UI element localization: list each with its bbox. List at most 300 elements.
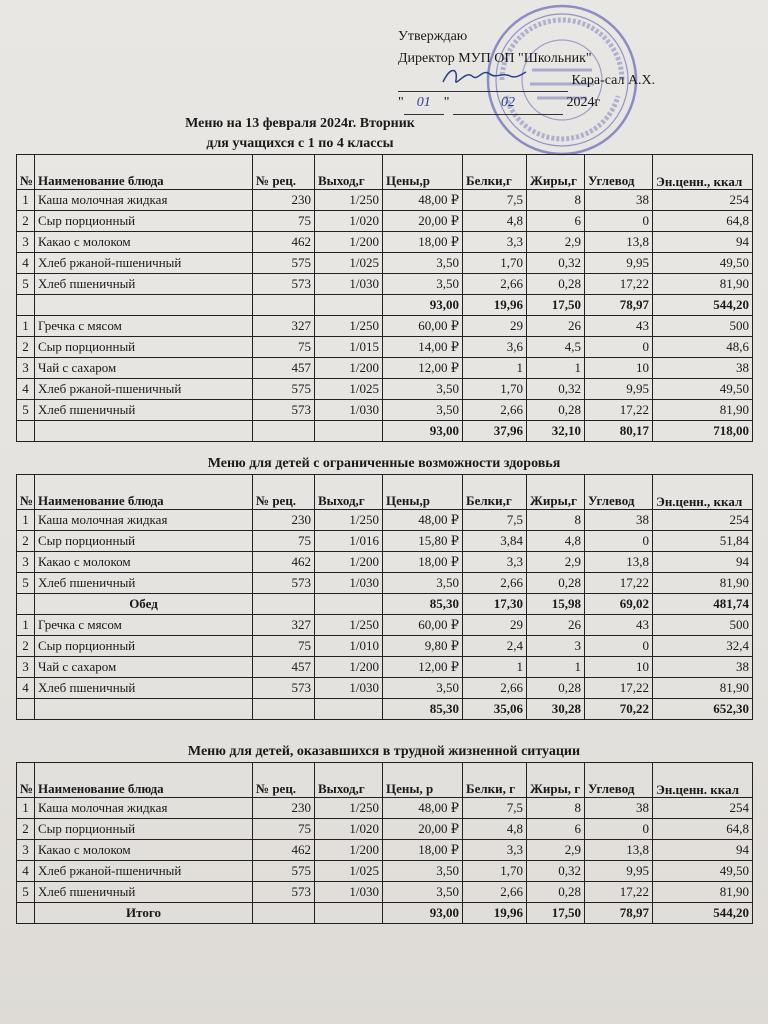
column-header-fat: Жиры,г xyxy=(527,475,585,510)
table-row xyxy=(17,573,753,594)
column-header-carbs: Углевод xyxy=(585,155,653,190)
menu-subtitle: для учащихся с 1 по 4 классы xyxy=(206,136,394,151)
cell-recipe xyxy=(253,699,315,720)
table-row xyxy=(17,840,753,861)
column-header-energy: Эн.ценн., ккал xyxy=(653,155,753,190)
cell-num: 4 xyxy=(17,861,35,882)
cell-energy: 49,50 xyxy=(653,861,753,882)
cell-protein: 3,3 xyxy=(463,552,527,573)
cell-fat: 0,32 xyxy=(527,379,585,400)
cell-num: 5 xyxy=(17,400,35,421)
menu-table-disabilities xyxy=(16,474,753,720)
cell-fat: 17,50 xyxy=(527,295,585,316)
table-row xyxy=(17,190,753,211)
cell-fat: 26 xyxy=(527,615,585,636)
cell-price: 85,30 xyxy=(383,594,463,615)
cell-recipe: 75 xyxy=(253,531,315,552)
cell-num: 1 xyxy=(17,510,35,531)
cell-portion: 1/020 xyxy=(315,819,383,840)
cell-portion: 1/030 xyxy=(315,678,383,699)
column-header-energy: Эн.ценн., ккал xyxy=(653,475,753,510)
cell-fat: 6 xyxy=(527,819,585,840)
cell-dish: Каша молочная жидкая xyxy=(35,190,253,211)
table-row xyxy=(17,253,753,274)
cell-portion: 1/030 xyxy=(315,400,383,421)
table-row xyxy=(17,531,753,552)
cell-fat: 1 xyxy=(527,657,585,678)
cell-price: 93,00 xyxy=(383,295,463,316)
column-header-fat: Жиры, г xyxy=(527,763,585,798)
cell-portion: 1/030 xyxy=(315,573,383,594)
cell-num: 5 xyxy=(17,573,35,594)
cell-portion: 1/016 xyxy=(315,531,383,552)
cell-price: 18,00 ₽ xyxy=(383,552,463,573)
date-quote-open: " xyxy=(398,95,404,110)
cell-energy: 49,50 xyxy=(653,253,753,274)
cell-dish: Хлеб пшеничный xyxy=(35,274,253,295)
cell-fat: 17,50 xyxy=(527,903,585,924)
cell-carbs: 38 xyxy=(585,510,653,531)
cell-energy: 81,90 xyxy=(653,400,753,421)
cell-num: 4 xyxy=(17,253,35,274)
cell-num: 1 xyxy=(17,615,35,636)
cell-dish: Сыр порционный xyxy=(35,211,253,232)
cell-dish: Хлеб пшеничный xyxy=(35,573,253,594)
cell-recipe: 573 xyxy=(253,400,315,421)
column-header-carbs: Углевод xyxy=(585,763,653,798)
column-header-recipe: № рец. xyxy=(253,155,315,190)
cell-energy: 254 xyxy=(653,190,753,211)
cell-num: 2 xyxy=(17,531,35,552)
cell-protein: 1,70 xyxy=(463,253,527,274)
cell-num: 2 xyxy=(17,337,35,358)
cell-portion xyxy=(315,295,383,316)
cell-energy: 81,90 xyxy=(653,573,753,594)
column-header-energy: Эн.ценн. ккал xyxy=(653,763,753,798)
cell-recipe: 327 xyxy=(253,316,315,337)
menu-table-grades-1-4 xyxy=(16,154,753,442)
cell-protein: 29 xyxy=(463,615,527,636)
cell-recipe: 575 xyxy=(253,379,315,400)
cell-num xyxy=(17,421,35,442)
cell-energy: 481,74 xyxy=(653,594,753,615)
cell-energy: 500 xyxy=(653,615,753,636)
cell-fat: 0,28 xyxy=(527,882,585,903)
cell-protein: 2,66 xyxy=(463,274,527,295)
table-row xyxy=(17,400,753,421)
cell-protein: 4,8 xyxy=(463,819,527,840)
cell-fat: 0,32 xyxy=(527,861,585,882)
cell-recipe: 75 xyxy=(253,211,315,232)
cell-num xyxy=(17,699,35,720)
cell-portion: 1/030 xyxy=(315,882,383,903)
cell-energy: 94 xyxy=(653,232,753,253)
cell-dish: Сыр порционный xyxy=(35,636,253,657)
cell-energy: 38 xyxy=(653,358,753,379)
cell-dish: Какао с молоком xyxy=(35,552,253,573)
cell-portion: 1/250 xyxy=(315,190,383,211)
column-header-dish: Наименование блюда xyxy=(35,155,253,190)
cell-carbs: 0 xyxy=(585,531,653,552)
cell-energy: 544,20 xyxy=(653,295,753,316)
cell-portion: 1/200 xyxy=(315,552,383,573)
cell-num: 1 xyxy=(17,316,35,337)
cell-fat: 6 xyxy=(527,211,585,232)
cell-protein: 2,4 xyxy=(463,636,527,657)
approval-day: 01 xyxy=(404,92,444,115)
cell-num: 3 xyxy=(17,232,35,253)
cell-recipe: 573 xyxy=(253,573,315,594)
cell-portion: 1/250 xyxy=(315,510,383,531)
cell-protein: 17,30 xyxy=(463,594,527,615)
column-header-portion: Выход,г xyxy=(315,475,383,510)
cell-price: 12,00 ₽ xyxy=(383,657,463,678)
cell-protein: 3,84 xyxy=(463,531,527,552)
cell-num: 1 xyxy=(17,190,35,211)
cell-energy: 81,90 xyxy=(653,678,753,699)
column-header-protein: Белки,г xyxy=(463,155,527,190)
cell-carbs: 13,8 xyxy=(585,552,653,573)
table-row xyxy=(17,510,753,531)
cell-fat: 0,28 xyxy=(527,678,585,699)
cell-price: 20,00 ₽ xyxy=(383,819,463,840)
cell-price: 3,50 xyxy=(383,253,463,274)
cell-price: 18,00 ₽ xyxy=(383,840,463,861)
cell-num: 3 xyxy=(17,358,35,379)
cell-protein: 29 xyxy=(463,316,527,337)
column-header-price: Цены,р xyxy=(383,475,463,510)
cell-carbs: 9,95 xyxy=(585,379,653,400)
cell-carbs: 70,22 xyxy=(585,699,653,720)
cell-price: 3,50 xyxy=(383,379,463,400)
table-row xyxy=(17,337,753,358)
cell-price: 18,00 ₽ xyxy=(383,232,463,253)
cell-portion xyxy=(315,594,383,615)
cell-num: 3 xyxy=(17,657,35,678)
total-row xyxy=(17,699,753,720)
total-row xyxy=(17,421,753,442)
table-row xyxy=(17,211,753,232)
cell-dish: Какао с молоком xyxy=(35,232,253,253)
cell-carbs: 17,22 xyxy=(585,573,653,594)
cell-portion: 1/200 xyxy=(315,657,383,678)
cell-num: 5 xyxy=(17,882,35,903)
cell-fat: 2,9 xyxy=(527,232,585,253)
cell-dish: Какао с молоком xyxy=(35,840,253,861)
table-row xyxy=(17,636,753,657)
director-name: Кара-сал А.Х. xyxy=(571,73,656,88)
cell-portion: 1/200 xyxy=(315,358,383,379)
cell-dish: Сыр порционный xyxy=(35,337,253,358)
cell-carbs: 43 xyxy=(585,615,653,636)
cell-protein: 1 xyxy=(463,657,527,678)
cell-energy: 500 xyxy=(653,316,753,337)
cell-price: 93,00 xyxy=(383,903,463,924)
cell-energy: 51,84 xyxy=(653,531,753,552)
cell-recipe: 75 xyxy=(253,636,315,657)
column-header-dish: Наименование блюда xyxy=(35,475,253,510)
cell-num xyxy=(17,295,35,316)
cell-dish: Хлеб ржаной-пшеничный xyxy=(35,253,253,274)
cell-dish: Гречка с мясом xyxy=(35,316,253,337)
cell-portion: 1/025 xyxy=(315,379,383,400)
cell-energy: 94 xyxy=(653,840,753,861)
cell-price: 48,00 ₽ xyxy=(383,510,463,531)
cell-fat: 32,10 xyxy=(527,421,585,442)
cell-portion: 1/200 xyxy=(315,840,383,861)
cell-price: 3,50 xyxy=(383,678,463,699)
column-header-price: Цены,р xyxy=(383,155,463,190)
cell-portion: 1/025 xyxy=(315,253,383,274)
cell-price: 3,50 xyxy=(383,400,463,421)
date-quote-close: " xyxy=(443,95,450,110)
section-title-disabilities: Меню для детей с ограниченные возможности здоровья xyxy=(207,456,561,471)
cell-price: 3,50 xyxy=(383,861,463,882)
cell-protein: 35,06 xyxy=(463,699,527,720)
table-row xyxy=(17,552,753,573)
cell-carbs: 78,97 xyxy=(585,903,653,924)
cell-fat: 30,28 xyxy=(527,699,585,720)
cell-carbs: 10 xyxy=(585,657,653,678)
cell-carbs: 17,22 xyxy=(585,400,653,421)
column-header-protein: Белки, г xyxy=(463,763,527,798)
cell-protein: 3,3 xyxy=(463,840,527,861)
cell-carbs: 38 xyxy=(585,798,653,819)
cell-fat: 8 xyxy=(527,510,585,531)
cell-dish xyxy=(35,295,253,316)
cell-carbs: 38 xyxy=(585,190,653,211)
cell-dish: Гречка с мясом xyxy=(35,615,253,636)
cell-dish xyxy=(35,699,253,720)
menu-title: Меню на 13 февраля 2024г. Вторник xyxy=(185,116,415,131)
cell-num: 4 xyxy=(17,678,35,699)
cell-carbs: 17,22 xyxy=(585,678,653,699)
total-row xyxy=(17,903,753,924)
cell-num: 2 xyxy=(17,819,35,840)
approval-block xyxy=(398,26,698,115)
total-row xyxy=(17,594,753,615)
cell-fat: 4,8 xyxy=(527,531,585,552)
cell-recipe: 573 xyxy=(253,274,315,295)
cell-protein: 7,5 xyxy=(463,190,527,211)
cell-dish: Чай с сахаром xyxy=(35,657,253,678)
column-header-dish: Наименование блюда xyxy=(35,763,253,798)
cell-carbs: 0 xyxy=(585,337,653,358)
cell-recipe xyxy=(253,421,315,442)
cell-protein: 3,3 xyxy=(463,232,527,253)
cell-num: 2 xyxy=(17,636,35,657)
table-header-row xyxy=(17,475,753,510)
cell-num xyxy=(17,903,35,924)
approval-date xyxy=(398,92,698,115)
cell-num: 3 xyxy=(17,840,35,861)
table-row xyxy=(17,678,753,699)
table-row xyxy=(17,657,753,678)
cell-carbs: 9,95 xyxy=(585,253,653,274)
cell-portion xyxy=(315,699,383,720)
cell-dish: Хлеб пшеничный xyxy=(35,678,253,699)
cell-energy: 544,20 xyxy=(653,903,753,924)
total-row xyxy=(17,295,753,316)
cell-fat: 8 xyxy=(527,798,585,819)
cell-carbs: 69,02 xyxy=(585,594,653,615)
cell-portion xyxy=(315,421,383,442)
cell-fat: 2,9 xyxy=(527,552,585,573)
cell-dish: Итого xyxy=(35,903,253,924)
cell-carbs: 17,22 xyxy=(585,882,653,903)
cell-protein: 4,8 xyxy=(463,211,527,232)
cell-carbs: 0 xyxy=(585,819,653,840)
cell-energy: 38 xyxy=(653,657,753,678)
cell-fat: 0,28 xyxy=(527,274,585,295)
table-row xyxy=(17,819,753,840)
cell-num: 5 xyxy=(17,274,35,295)
cell-portion: 1/200 xyxy=(315,232,383,253)
cell-protein: 3,6 xyxy=(463,337,527,358)
handwritten-signature xyxy=(438,62,528,92)
table-row xyxy=(17,316,753,337)
cell-carbs: 43 xyxy=(585,316,653,337)
cell-protein: 37,96 xyxy=(463,421,527,442)
cell-price: 3,50 xyxy=(383,573,463,594)
cell-protein: 7,5 xyxy=(463,798,527,819)
cell-recipe: 75 xyxy=(253,337,315,358)
cell-protein: 2,66 xyxy=(463,678,527,699)
column-header-recipe: № рец. xyxy=(253,763,315,798)
cell-energy: 254 xyxy=(653,510,753,531)
menu-table-hardship xyxy=(16,762,753,924)
cell-num: 1 xyxy=(17,798,35,819)
column-header-price: Цены, р xyxy=(383,763,463,798)
approval-year: 2024г xyxy=(566,95,601,110)
cell-carbs: 0 xyxy=(585,211,653,232)
column-header-fat: Жиры,г xyxy=(527,155,585,190)
cell-protein: 2,66 xyxy=(463,400,527,421)
cell-dish: Чай с сахаром xyxy=(35,358,253,379)
cell-dish: Хлеб ржаной-пшеничный xyxy=(35,379,253,400)
cell-carbs: 13,8 xyxy=(585,232,653,253)
approval-month: 02 xyxy=(453,92,563,115)
cell-portion: 1/015 xyxy=(315,337,383,358)
table-row xyxy=(17,798,753,819)
cell-price: 60,00 ₽ xyxy=(383,615,463,636)
cell-portion: 1/030 xyxy=(315,274,383,295)
table-header-row xyxy=(17,155,753,190)
cell-price: 20,00 ₽ xyxy=(383,211,463,232)
cell-portion: 1/250 xyxy=(315,798,383,819)
cell-recipe: 575 xyxy=(253,861,315,882)
cell-price: 14,00 ₽ xyxy=(383,337,463,358)
cell-portion: 1/020 xyxy=(315,211,383,232)
table-row xyxy=(17,358,753,379)
cell-energy: 64,8 xyxy=(653,819,753,840)
cell-dish: Хлеб ржаной-пшеничный xyxy=(35,861,253,882)
cell-dish: Сыр порционный xyxy=(35,531,253,552)
cell-portion: 1/250 xyxy=(315,316,383,337)
cell-protein: 1,70 xyxy=(463,861,527,882)
cell-recipe: 75 xyxy=(253,819,315,840)
table-row xyxy=(17,232,753,253)
cell-energy: 254 xyxy=(653,798,753,819)
cell-fat: 4,5 xyxy=(527,337,585,358)
cell-energy: 32,4 xyxy=(653,636,753,657)
column-header-portion: Выход,г xyxy=(315,155,383,190)
cell-price: 93,00 xyxy=(383,421,463,442)
cell-carbs: 0 xyxy=(585,636,653,657)
cell-fat: 0,28 xyxy=(527,400,585,421)
cell-protein: 2,66 xyxy=(463,573,527,594)
cell-protein: 19,96 xyxy=(463,903,527,924)
cell-carbs: 78,97 xyxy=(585,295,653,316)
cell-price: 3,50 xyxy=(383,274,463,295)
column-header-protein: Белки,г xyxy=(463,475,527,510)
cell-portion: 1/010 xyxy=(315,636,383,657)
cell-energy: 48,6 xyxy=(653,337,753,358)
table-row xyxy=(17,615,753,636)
cell-energy: 94 xyxy=(653,552,753,573)
cell-fat: 8 xyxy=(527,190,585,211)
cell-portion: 1/025 xyxy=(315,861,383,882)
cell-recipe: 573 xyxy=(253,678,315,699)
cell-dish: Обед xyxy=(35,594,253,615)
table-header-row xyxy=(17,763,753,798)
cell-protein: 2,66 xyxy=(463,882,527,903)
cell-price: 60,00 ₽ xyxy=(383,316,463,337)
cell-dish: Хлеб пшеничный xyxy=(35,400,253,421)
column-header-num: № xyxy=(17,763,35,798)
column-header-num: № xyxy=(17,155,35,190)
approval-position: Директор МУП ОП "Школьник" xyxy=(398,51,592,66)
cell-portion: 1/250 xyxy=(315,615,383,636)
cell-recipe: 462 xyxy=(253,232,315,253)
cell-recipe: 462 xyxy=(253,840,315,861)
cell-num: 4 xyxy=(17,379,35,400)
cell-carbs: 10 xyxy=(585,358,653,379)
cell-recipe xyxy=(253,594,315,615)
cell-dish: Каша молочная жидкая xyxy=(35,510,253,531)
cell-recipe xyxy=(253,903,315,924)
cell-dish: Хлеб пшеничный xyxy=(35,882,253,903)
column-header-num: № xyxy=(17,475,35,510)
cell-recipe: 457 xyxy=(253,358,315,379)
cell-recipe: 573 xyxy=(253,882,315,903)
cell-price: 9,80 ₽ xyxy=(383,636,463,657)
table-row xyxy=(17,882,753,903)
cell-num: 3 xyxy=(17,552,35,573)
cell-recipe: 575 xyxy=(253,253,315,274)
cell-dish: Сыр порционный xyxy=(35,819,253,840)
column-header-portion: Выход,г xyxy=(315,763,383,798)
cell-protein: 7,5 xyxy=(463,510,527,531)
table-row xyxy=(17,379,753,400)
cell-carbs: 13,8 xyxy=(585,840,653,861)
cell-energy: 64,8 xyxy=(653,211,753,232)
cell-price: 85,30 xyxy=(383,699,463,720)
cell-price: 48,00 ₽ xyxy=(383,798,463,819)
cell-recipe: 230 xyxy=(253,798,315,819)
cell-energy: 81,90 xyxy=(653,882,753,903)
cell-fat: 2,9 xyxy=(527,840,585,861)
cell-protein: 19,96 xyxy=(463,295,527,316)
approval-label: Утверждаю xyxy=(398,29,468,44)
cell-price: 12,00 ₽ xyxy=(383,358,463,379)
cell-carbs: 80,17 xyxy=(585,421,653,442)
cell-recipe xyxy=(253,295,315,316)
cell-carbs: 17,22 xyxy=(585,274,653,295)
cell-energy: 652,30 xyxy=(653,699,753,720)
cell-portion xyxy=(315,903,383,924)
cell-dish: Каша молочная жидкая xyxy=(35,798,253,819)
